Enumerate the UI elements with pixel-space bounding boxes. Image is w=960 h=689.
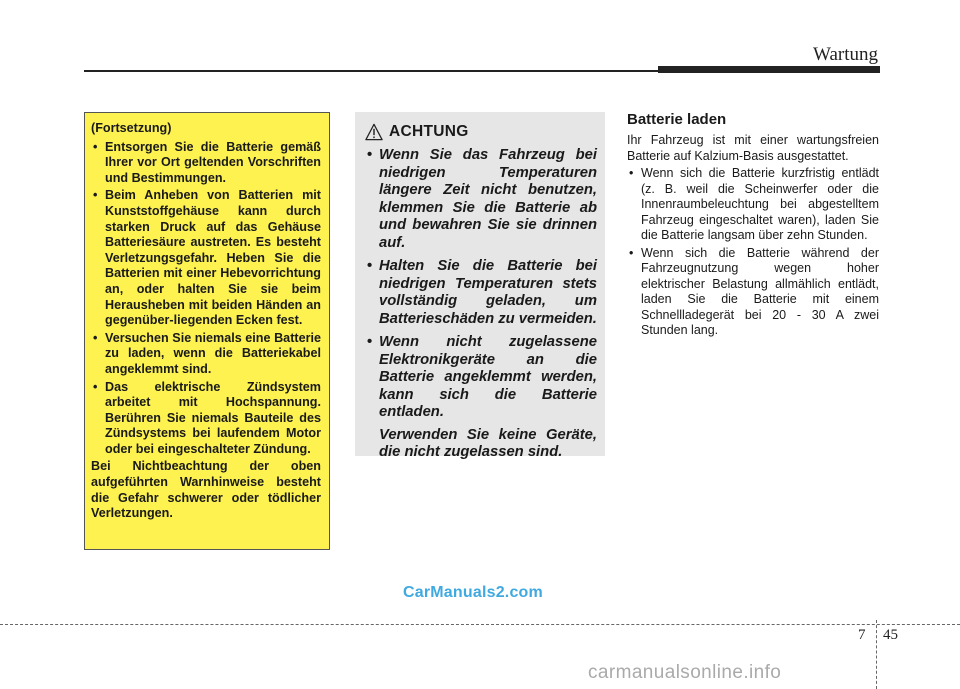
caution-list — [365, 147, 597, 422]
warning-item: • Das elektrische Zündsystem arbeitet mit Hochspannung. Berühren Sie niemals Bauteile des Zündsystems bei laufendem Motor oder bei eingeschalteter Zündung. — [91, 380, 321, 458]
warning-item: • Versuchen Sie niemals eine Batterie zu laden, wenn die Batteriekabel angeklemmt sind. — [91, 331, 321, 378]
caution-note: Verwenden Sie keine Geräte, die nicht zugelassen sind. — [379, 426, 597, 460]
page-number: 45 — [883, 627, 898, 643]
caution-box — [355, 112, 605, 460]
header-bar — [658, 66, 880, 73]
charging-list — [627, 166, 879, 339]
footer-rule — [0, 624, 960, 625]
warning-triangle-icon — [365, 123, 383, 141]
caution-header — [365, 121, 597, 143]
chapter-number: 7 — [858, 627, 866, 643]
header-rule — [84, 70, 658, 72]
charging-section — [627, 111, 879, 341]
footer-site-link[interactable]: carmanualsonline.info — [588, 662, 782, 683]
charging-item: • Wenn sich die Batterie kurzfristig entlädt (z. B. weil die Scheinwerfer oder die Innenraumbeleuchtung bei abgestelltem Fahrzeug eingeschaltet waren), laden Sie die Batterie langsam über zehn Stunden. — [627, 166, 879, 244]
caution-item: • Wenn nicht zugelassene Elektronikgeräte an die Batterie angeklemmt werden, kann sich die Batterie entladen. — [365, 334, 597, 422]
charging-heading: Batterie laden — [627, 111, 727, 128]
caution-item: • Halten Sie die Batterie bei niedrigen Temperaturen stets vollständig geladen, um Batterieschäden zu vermeiden. — [365, 258, 597, 328]
warning-closing: Bei Nichtbeachtung der oben aufgeführten Warnhinweise besteht die Gefahr schwerer oder tödlicher Verletzungen. — [91, 459, 321, 521]
warning-item: • Beim Anheben von Batterien mit Kunststoffgehäuse kann durch starken Druck auf das Gehäuse Batteriesäure austreten. Es besteht Verletzungsgefahr. Heben Sie die Batterien mit einer Hebevorrichtung an, oder halten Sie sie beim Herausheben mit beiden Händen an gegenüber-liegenden Ecken fest. — [91, 188, 321, 328]
warning-box — [84, 112, 330, 550]
footer-divider — [876, 620, 877, 689]
caution-title: ACHTUNG — [389, 123, 469, 140]
section-title: Wartung — [813, 44, 878, 65]
watermark-link[interactable]: CarManuals2.com — [403, 584, 543, 601]
warning-intro: (Fortsetzung) — [91, 121, 172, 135]
charging-intro: Ihr Fahrzeug ist mit einer wartungsfreien Batterie auf Kalzium-Basis ausgestattet. — [627, 133, 879, 163]
warning-list — [91, 140, 321, 458]
warning-item: • Entsorgen Sie die Batterie gemäß Ihrer vor Ort geltenden Vorschriften und Bestimmungen. — [91, 140, 321, 187]
charging-item: • Wenn sich die Batterie während der Fahrzeugnutzung wegen hoher elektrischer Belastung allmählich entlädt, laden Sie die Batterie mit einem Schnellladegerät bei 20 - 30 A zwei Stunden lang. — [627, 246, 879, 339]
caution-item: • Wenn Sie das Fahrzeug bei niedrigen Temperaturen längere Zeit nicht benutzen, klemmen Sie die Batterie ab und bewahren Sie sie drinnen auf. — [365, 147, 597, 252]
